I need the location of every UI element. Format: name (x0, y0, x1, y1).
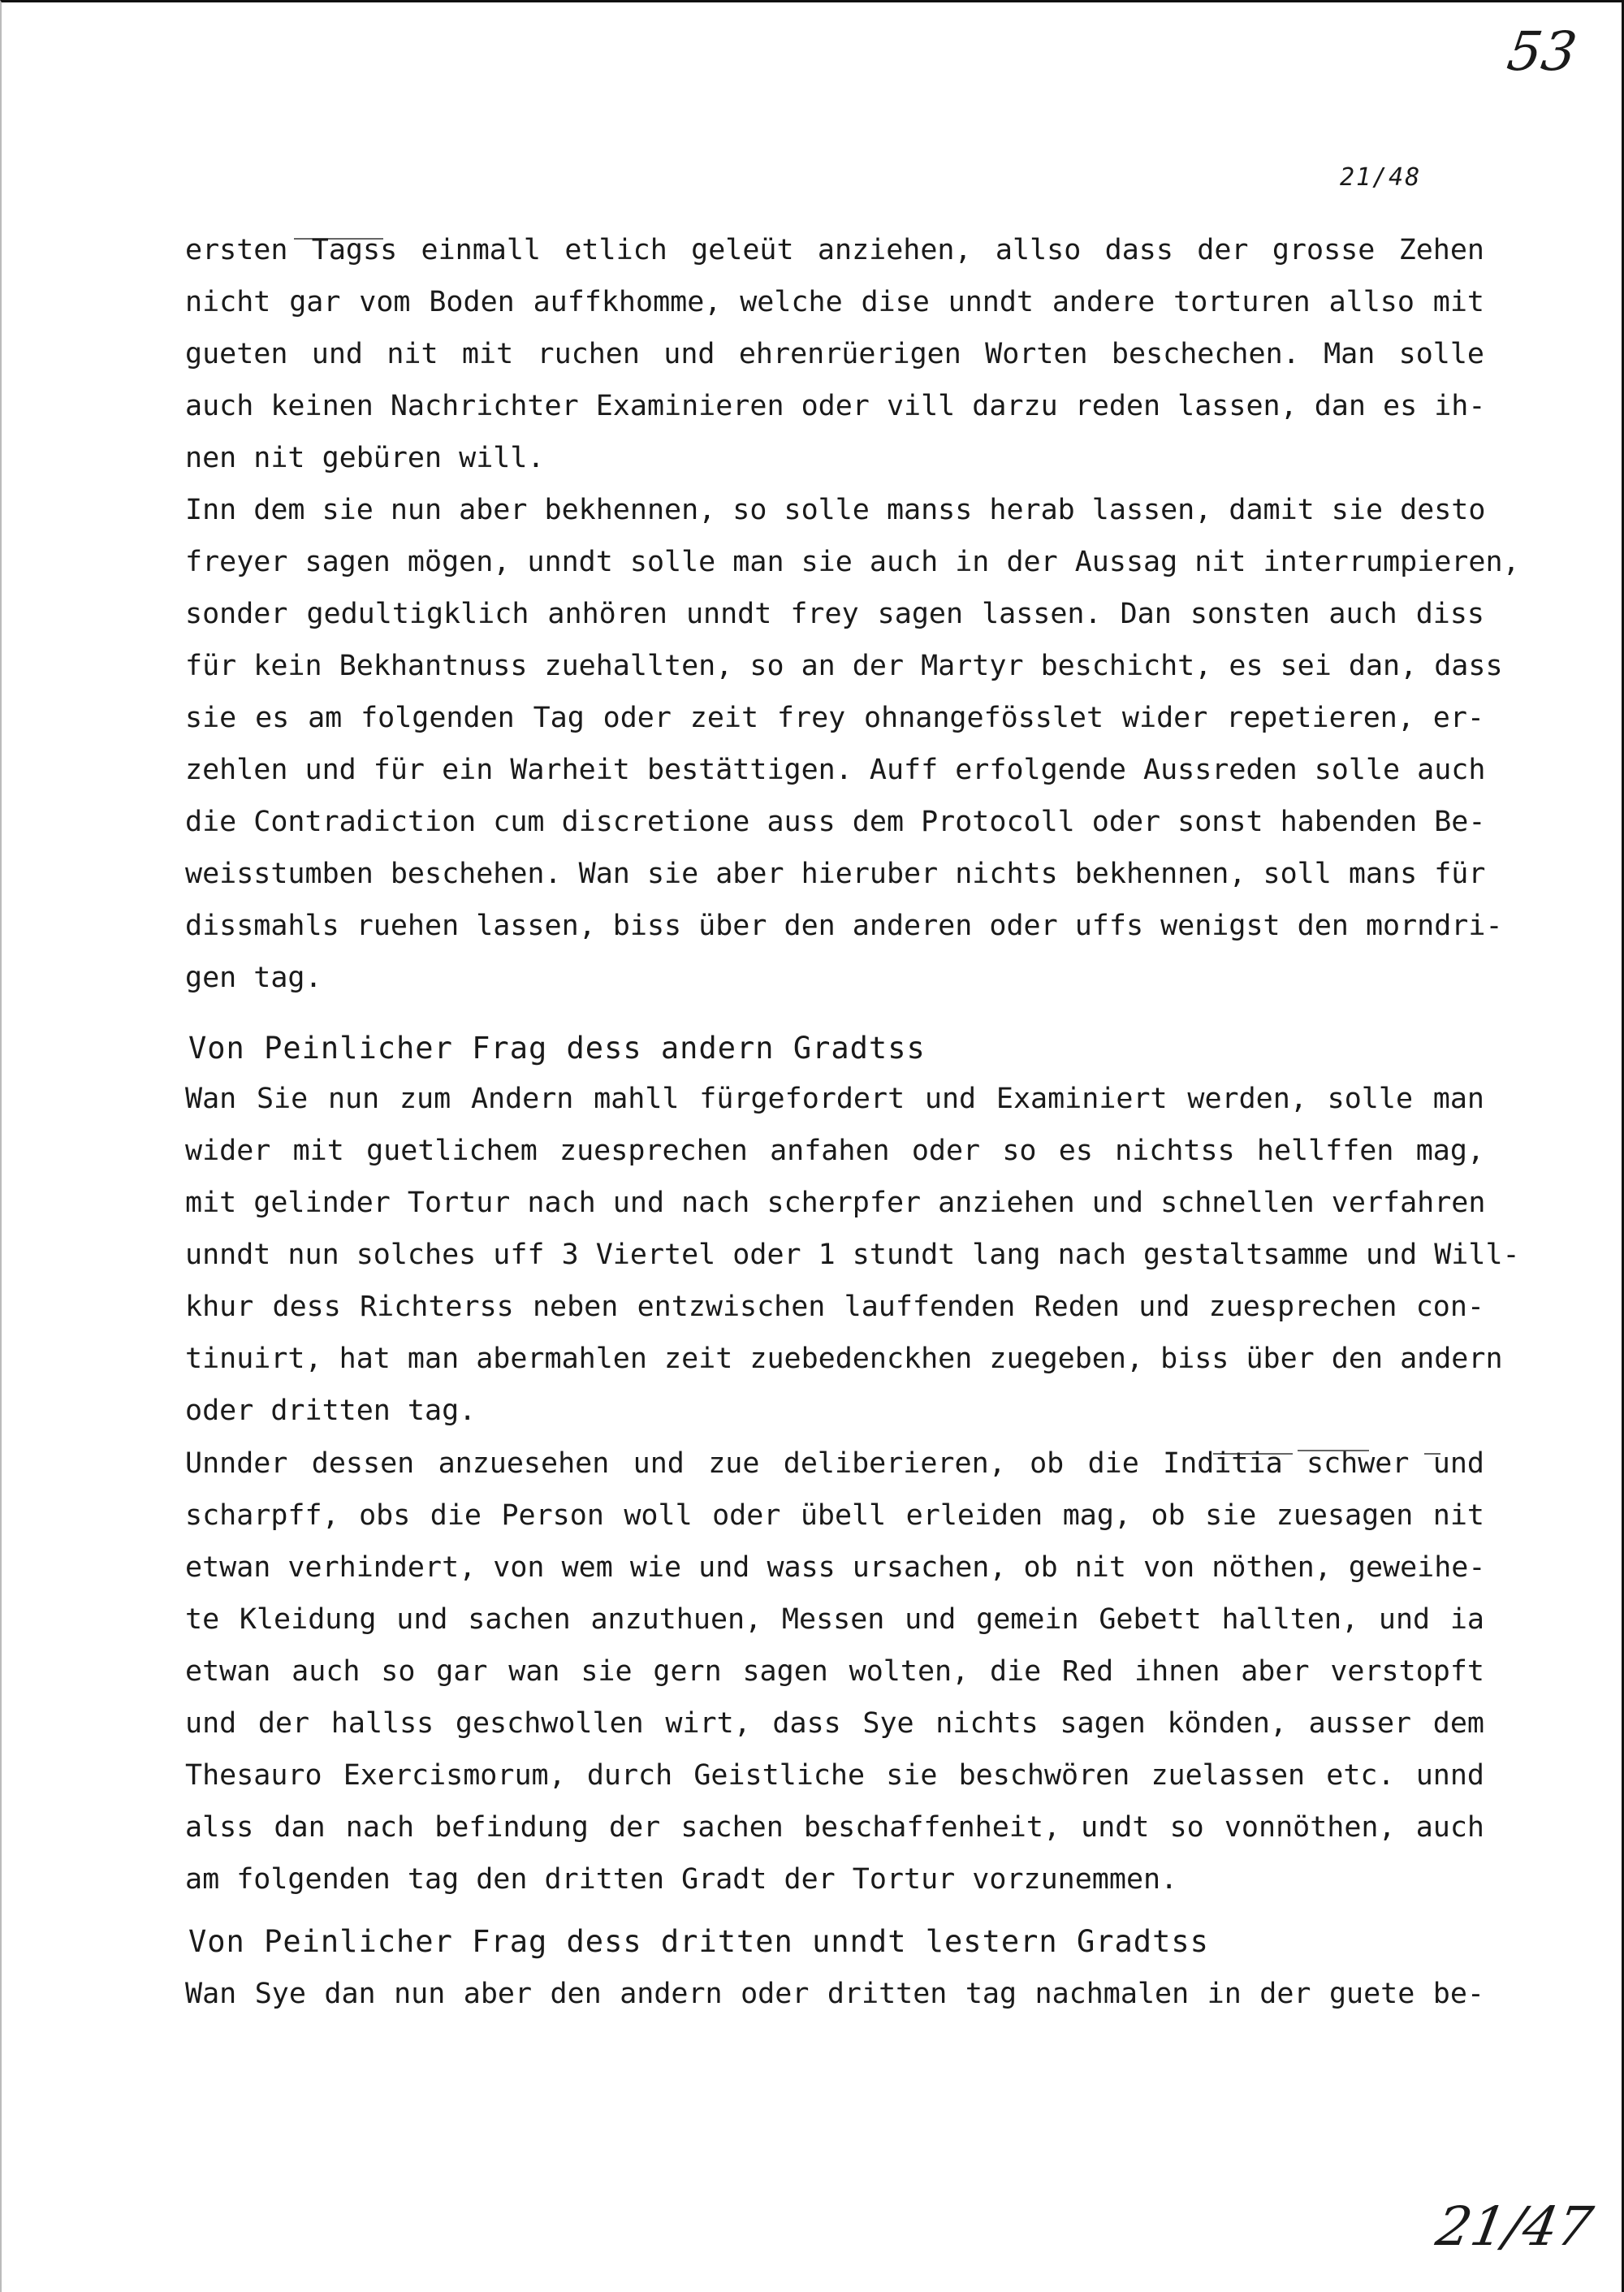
text-line: Thesauro Exercismorum, durch Geistliche sie beschwören zuelassen etc. unnd (185, 1759, 1484, 1792)
text-line: für kein Bekhantnuss zuehallten, so an der Martyr beschicht, es sei dan, dass (185, 650, 1503, 682)
text-line: am folgenden tag den dritten Gradt der Tortur vorzunemmen. (185, 1863, 1178, 1896)
text-line: gueten und nit mit ruchen und ehrenrüerigen Worten beschechen. Man solle (185, 338, 1484, 370)
text-line: khur dess Richterss neben entzwischen lauffenden Reden und zuesprechen con- (185, 1291, 1484, 1323)
text-line: Wan Sie nun zum Andern mahll fürgefordert und Examiniert werden, solle man (185, 1083, 1484, 1115)
text-line: nen nit gebüren will. (185, 442, 545, 474)
page-reference: 21/48 (1340, 163, 1422, 192)
text-line: sonder gedultigklich anhören unndt frey sagen lassen. Dan sonsten auch diss (185, 598, 1484, 630)
text-line: ersten Tagss einmall etlich geleüt anziehen, allso dass der grosse Zehen (185, 234, 1484, 266)
handwritten-folio-number: 21/47 (1432, 2195, 1597, 2258)
text-line: freyer sagen mögen, unndt solle man sie auch in der Aussag nit interrumpieren, (185, 546, 1520, 578)
text-line: und der hallss geschwollen wirt, dass Sye nichts sagen könden, ausser dem (185, 1707, 1484, 1740)
text-line: mit gelinder Tortur nach und nach scherpfer anziehen und schnellen verfahren (185, 1187, 1486, 1219)
text-line: die Contradiction cum discretione auss dem Protocoll oder sonst habenden Be- (185, 806, 1486, 838)
handwritten-folio-number: 53 (1503, 20, 1581, 83)
text-line: sie es am folgenden Tag oder zeit frey ohnangefösslet wider repetieren, er- (185, 702, 1484, 734)
text-line: nicht gar vom Boden auffkhomme, welche dise unndt andere torturen allso mit (185, 286, 1484, 318)
text-line: dissmahls ruehen lassen, biss über den anderen oder uffs wenigst den morndri- (185, 910, 1503, 942)
text-line: etwan verhindert, von wem wie und wass ursachen, ob nit von nöthen, geweihe- (185, 1551, 1486, 1584)
text-line: scharpff, obs die Person woll oder übell erleiden mag, ob sie zuesagen nit (185, 1499, 1484, 1532)
text-line: wider mit guetlichem zuesprechen anfahen oder so es nichtss hellffen mag, (185, 1135, 1484, 1167)
text-line: oder dritten tag. (185, 1395, 477, 1427)
text-line: te Kleidung und sachen anzuthuen, Messen und gemein Gebett hallten, und ia (185, 1603, 1484, 1636)
section-heading: Von Peinlicher Frag dess dritten unndt lestern Gradtss (188, 1924, 1209, 1959)
text-line: tinuirt, hat man abermahlen zeit zuebedenckhen zuegeben, biss über den andern (185, 1343, 1503, 1375)
text-line: Wan Sye dan nun aber den andern oder dritten tag nachmalen in der guete be- (185, 1978, 1484, 2010)
text-line: Inn dem sie nun aber bekhennen, so solle manss herab lassen, damit sie desto (185, 494, 1486, 526)
text-line: zehlen und für ein Warheit bestättigen. Auff erfolgende Aussreden solle auch (185, 754, 1486, 786)
text-line: gen tag. (185, 962, 322, 994)
text-line: weisstumben beschehen. Wan sie aber hieruber nichts bekhennen, soll mans für (185, 858, 1486, 890)
paragraph (185, 1073, 1520, 1437)
text-line: alss dan nach befindung der sachen beschaffenheit, undt so vonnöthen, auch (185, 1811, 1484, 1844)
paragraph (185, 224, 1520, 1004)
text-line: Unnder dessen anzuesehen und zue deliberieren, ob die Inditia schwer und (185, 1447, 1484, 1480)
text-line: auch keinen Nachrichter Examinieren oder vill darzu reden lassen, dan es ih- (185, 390, 1486, 422)
text-line: unndt nun solches uff 3 Viertel oder 1 stundt lang nach gestaltsamme und Will- (185, 1239, 1520, 1271)
section-heading: Von Peinlicher Frag dess andern Gradtss (188, 1031, 926, 1066)
paragraph (185, 1438, 1484, 1905)
paragraph (185, 1968, 1484, 2020)
text-line: etwan auch so gar wan sie gern sagen wolten, die Red ihnen aber verstopft (185, 1655, 1484, 1688)
